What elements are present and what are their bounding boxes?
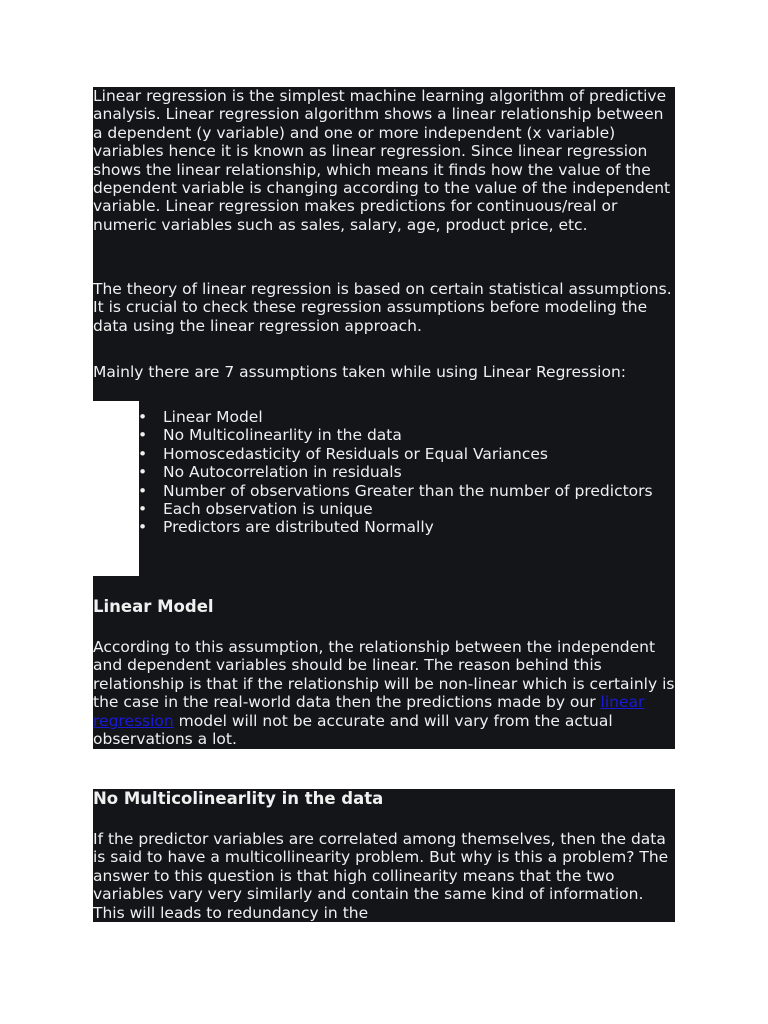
list-item-label: Linear Model [163,408,263,426]
bullet-icon: • [138,426,148,445]
list-item [139,500,675,518]
linear-model-text-start: According to this assumption, the relationship between the independent and dependent variables should be linear. The reason behind this relationship is that if the relationship will be non-linear which is certainly is the case in the real-world data then the predictions made by our [93,638,675,712]
list-item-label: No Multicolinearlity in the data [163,426,402,445]
content-block-multicollinearity [93,789,675,922]
list-item [139,518,675,536]
intro-paragraph-1: Linear regression is the simplest machine learning algorithm of predictive analysis. Linear regression algorithm shows a linear relationship between a dependent (y variable) and one or more independent (x variable) variables hence it is known as linear regression. Since linear regression shows the linear relationship, which means it finds how the value of the dependent variable is changing according to the value of the independent variable. Linear regression makes predictions for continuous/real or numeric variables such as sales, salary, age, product price, etc. [93,87,671,234]
section-heading-multicollinearity: No Multicolinearlity in the data [93,789,384,808]
list-item [139,408,675,426]
bullet-icon: • [138,481,148,500]
list-item [139,426,675,444]
list-item-label: Homoscedasticity of Residuals or Equal Variances [163,444,548,463]
bullet-icon: • [138,444,148,463]
linear-regression-link[interactable]: linear regression [93,693,645,730]
section-heading-linear-model: Linear Model [93,597,214,616]
intro-paragraph-2: The theory of linear regression is based on certain statistical assumptions. It is crucial to check these regression assumptions before modeling the data using the linear regression approach. [93,280,672,335]
bullet-icon: • [138,500,148,519]
list-indent-gap [93,401,139,576]
assumptions-list [139,408,675,537]
list-item [139,445,675,463]
multicollinearity-paragraph: If the predictor variables are correlated among themselves, then the data is said to have a multicollinearity problem. But why is this a problem? The answer to this question is that high collinearity means that the two variables vary very similarly and contain the same kind of information. This will leads to redundancy in the [93,830,669,922]
list-item-label: Predictors are distributed Normally [163,518,434,537]
content-block-intro [93,87,675,749]
list-item [139,463,675,481]
list-item-label: Each observation is unique [163,500,373,519]
list-item-label: No Autocorrelation in residuals [163,463,402,482]
bullet-icon: • [138,408,148,426]
list-item-label: Number of observations Greater than the number of predictors [163,481,653,500]
bullet-icon: • [138,518,148,537]
list-item [139,482,675,500]
linear-model-paragraph [93,638,675,748]
bullet-icon: • [138,463,148,482]
linear-model-text-end: model will not be accurate and will vary from the actual observations a lot. [93,711,613,749]
intro-paragraph-3: Mainly there are 7 assumptions taken while using Linear Regression: [93,363,626,381]
